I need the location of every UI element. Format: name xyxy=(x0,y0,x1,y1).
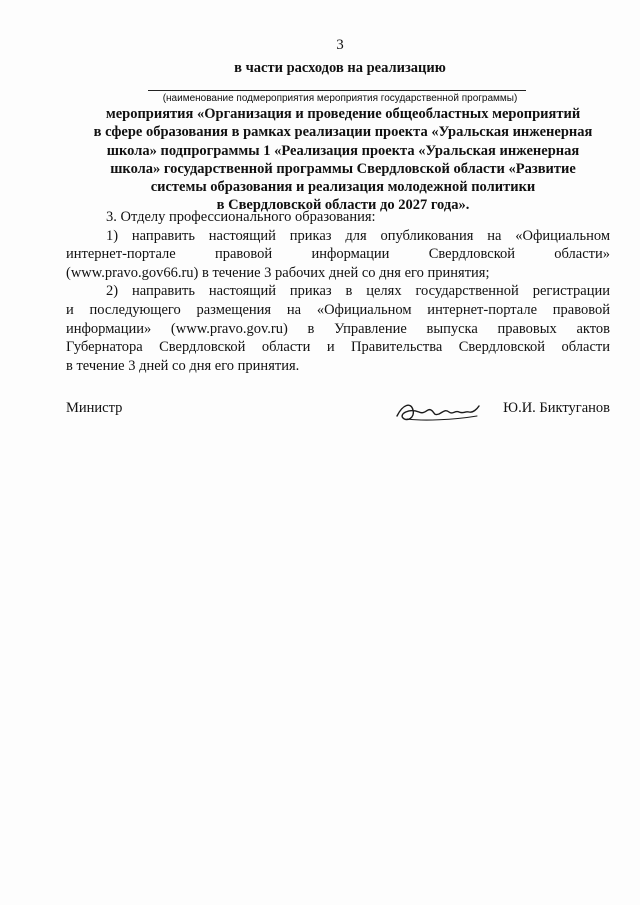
page-number: 3 xyxy=(336,37,344,53)
item-1-line: 1) направить настоящий приказ для опубликования на «Официальном xyxy=(106,227,610,244)
title-line: школа» государственной программы Свердловской области «Развитие xyxy=(110,160,576,177)
item-2-line: 2) направить настоящий приказ в целях государственной регистрации xyxy=(106,283,610,300)
item-2-line: информации» (www.pravo.gov.ru) в Управление выпуска правовых актов xyxy=(66,320,610,337)
heading-line: в части расходов на реализацию xyxy=(234,60,446,76)
title-line: в сфере образования в рамках реализации проекта «Уральская инженерная xyxy=(93,124,593,141)
signature-block xyxy=(66,400,610,430)
item-1-line: (www.pravo.gov66.ru) в течение 3 рабочих дней со дня его принятия; xyxy=(66,264,490,281)
title-line: школа» подпрограммы 1 «Реализация проекта «Уральская инженерная xyxy=(106,142,580,159)
event-title xyxy=(66,105,620,215)
item-1-line: интернет-портале правовой информации Свердловской области» xyxy=(66,246,610,263)
title-line: в Свердловской области до 2027 года». xyxy=(216,197,470,214)
item-2-line: и последующего размещения на «Официальном интернет-портале правовой xyxy=(66,301,610,318)
item-2-line: в течение 3 дней со дня его принятия. xyxy=(66,357,300,374)
title-line: системы образования и реализация молодежной политики xyxy=(150,179,536,196)
underline-rule xyxy=(148,90,526,91)
field-hint: (наименование подмероприятия мероприятия государственной программы) xyxy=(162,93,518,104)
signatory-name: Ю.И. Биктуганов xyxy=(503,400,610,416)
paragraph-3 xyxy=(66,208,610,375)
signatory-position: Министр xyxy=(66,400,123,416)
handwritten-signature xyxy=(393,394,483,426)
paragraph-intro: 3. Отделу профессионального образования: xyxy=(106,209,376,225)
item-2-line: Губернатора Свердловской области и Правительства Свердловской области xyxy=(66,339,610,356)
title-line: мероприятия «Организация и проведение общеобластных мероприятий xyxy=(105,106,581,122)
